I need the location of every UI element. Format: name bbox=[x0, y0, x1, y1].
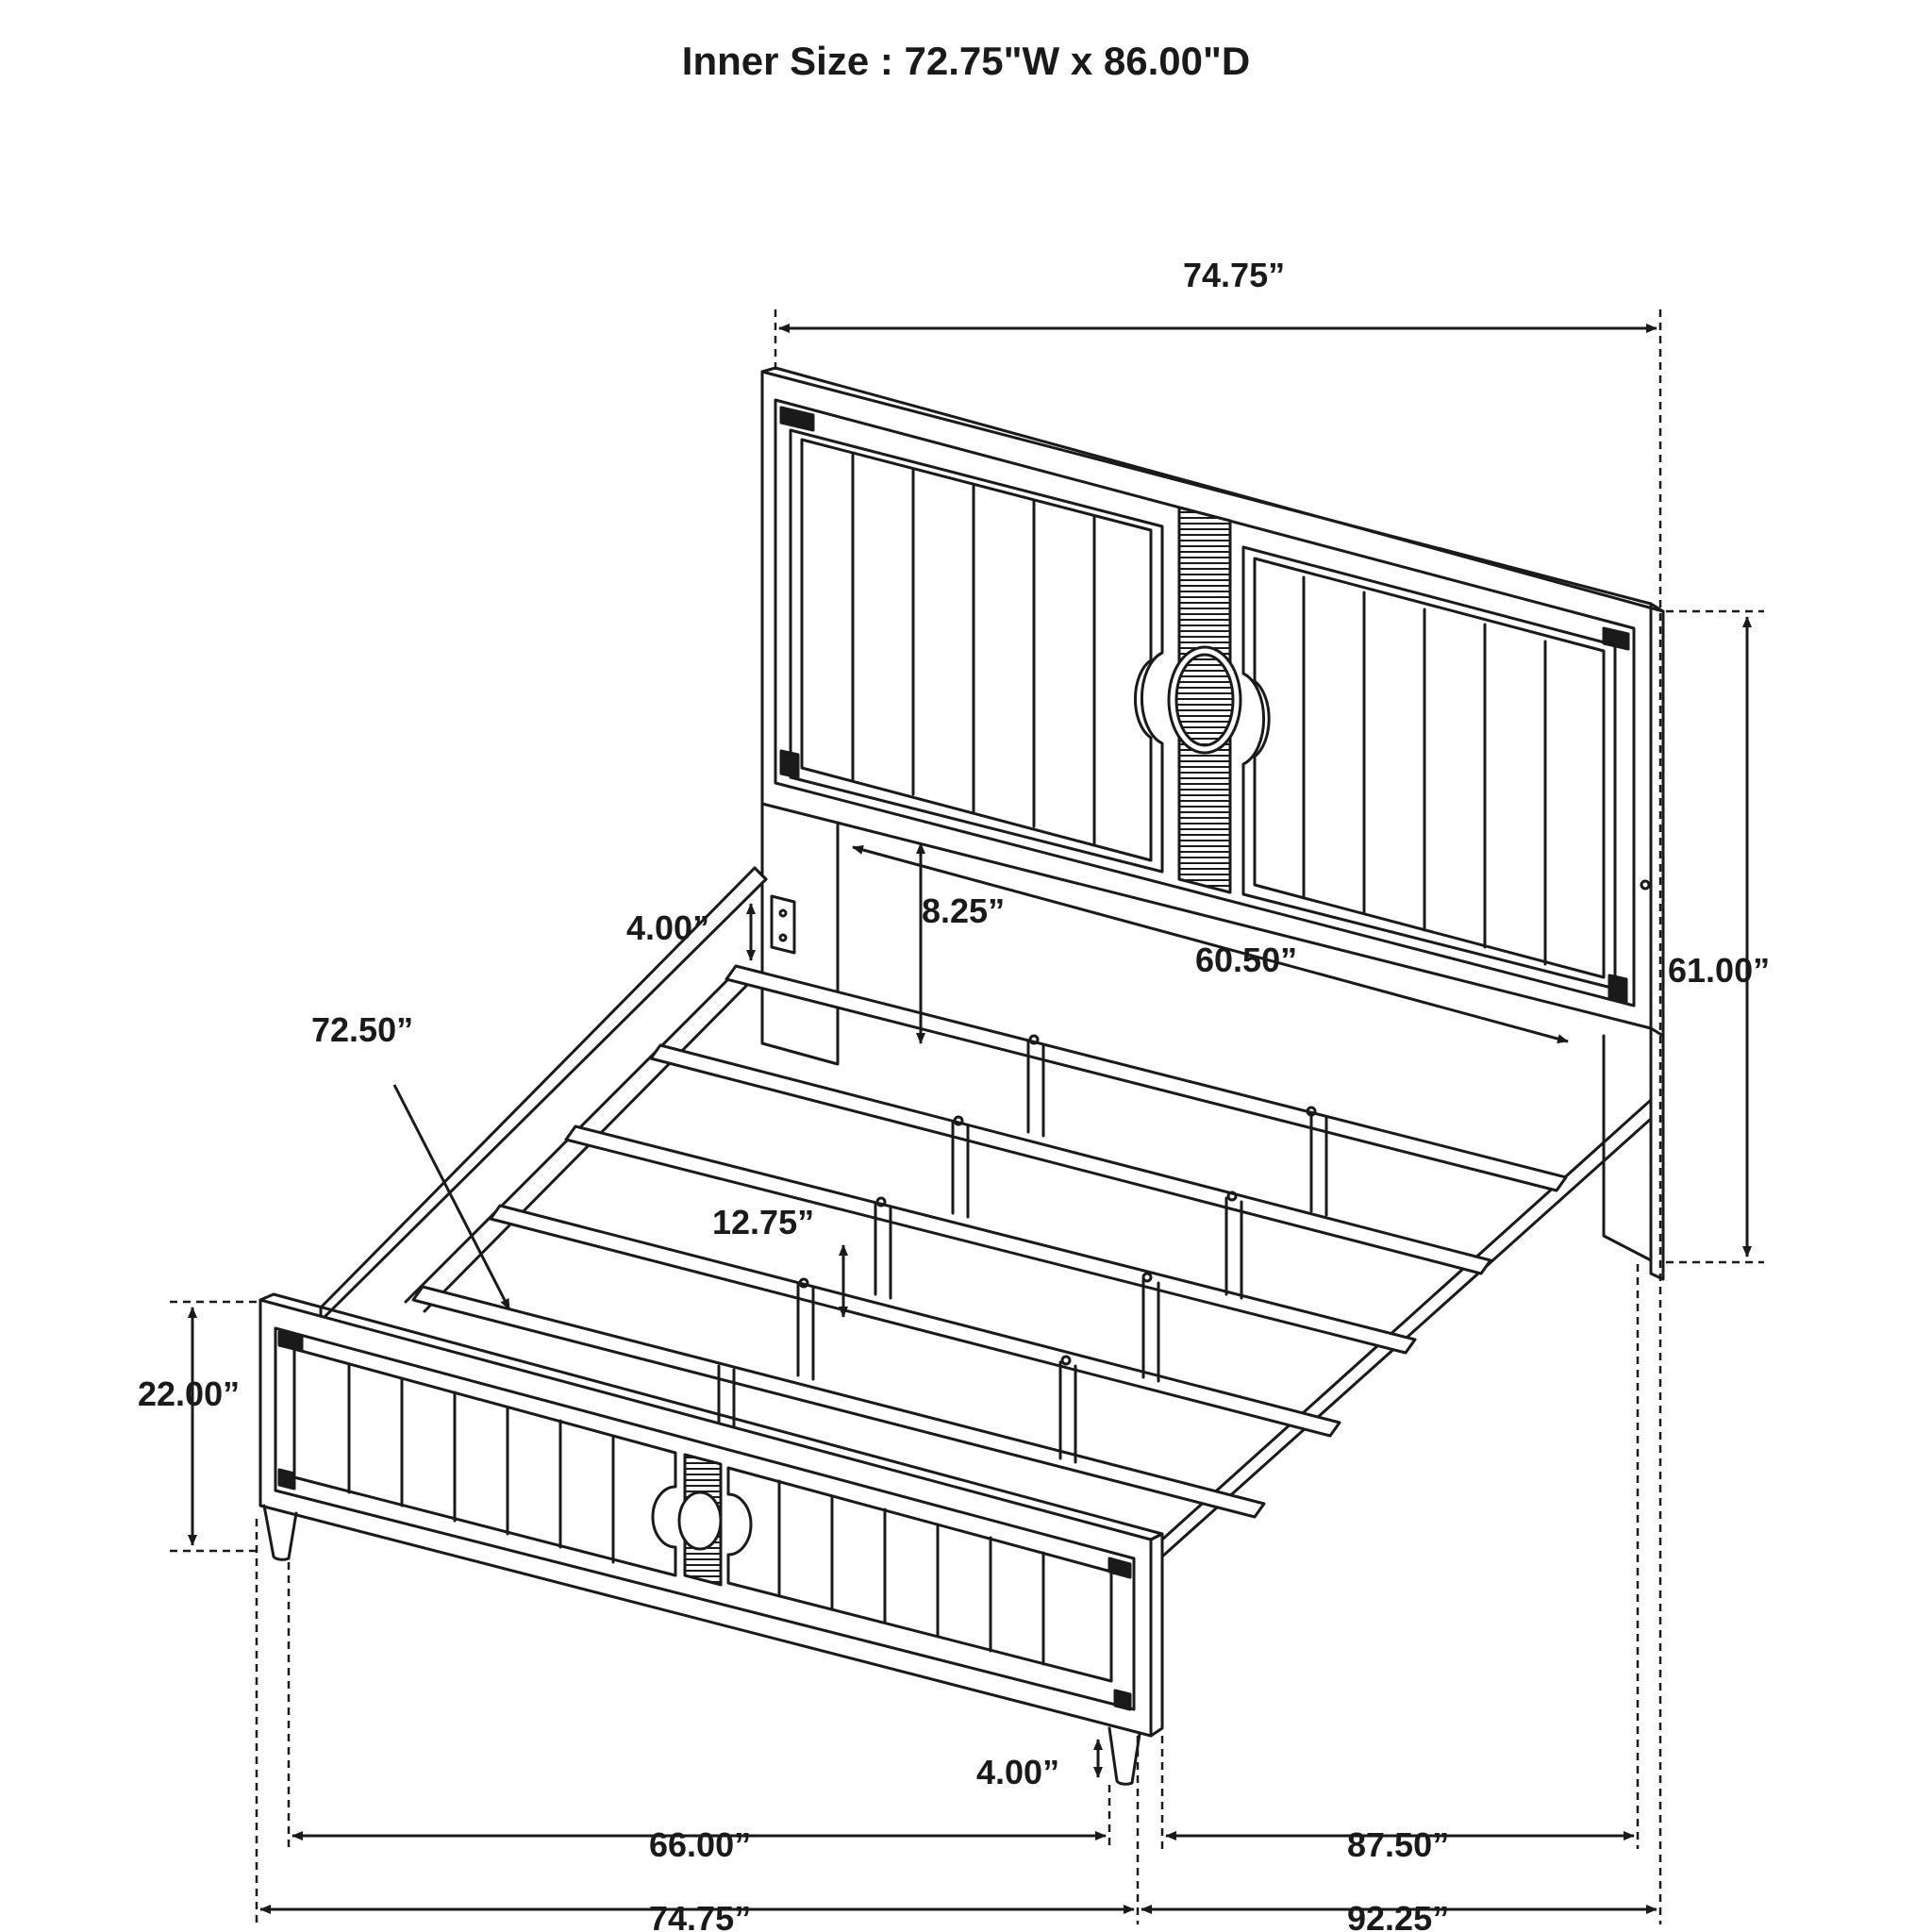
dim-side-length: 87.50” bbox=[1347, 1825, 1450, 1864]
dim-footboard-inner-width: 66.00” bbox=[649, 1825, 752, 1864]
dim-headboard-height: 61.00” bbox=[1668, 951, 1771, 990]
headboard bbox=[762, 368, 1663, 1279]
dim-inner-width: 60.50” bbox=[1195, 941, 1298, 979]
dim-headboard-clearance: 8.25” bbox=[922, 891, 1006, 930]
dim-top-width: 74.75” bbox=[1183, 256, 1286, 294]
dim-overall-width: 74.75” bbox=[649, 1899, 752, 1932]
dim-slat-spacing: 12.75” bbox=[712, 1203, 815, 1241]
dim-overall-length: 92.25” bbox=[1347, 1899, 1450, 1932]
dim-post-drop: 4.00” bbox=[626, 908, 710, 947]
page-title: Inner Size : 72.75"W x 86.00"D bbox=[681, 39, 1251, 83]
dim-leg-height: 4.00” bbox=[976, 1753, 1060, 1791]
dim-footboard-height: 22.00” bbox=[138, 1374, 241, 1413]
dim-side-rail-length: 72.50” bbox=[311, 1010, 414, 1049]
leader-rail-length bbox=[394, 1085, 509, 1309]
